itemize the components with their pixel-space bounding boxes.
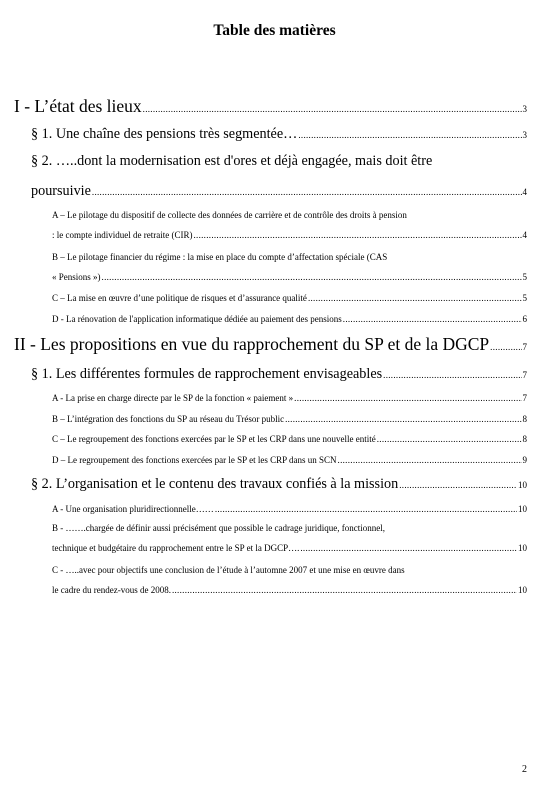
toc-page-number: 4 <box>522 187 527 197</box>
toc-leader-dots <box>490 334 521 355</box>
toc-leader-dots <box>338 455 522 465</box>
toc-entry-title: B – L’intégration des fonctions du SP au réseau du Trésor public <box>52 414 285 424</box>
toc-page-number: 8 <box>522 434 527 444</box>
toc-leader-dots <box>377 434 522 444</box>
toc-page-number: 7 <box>522 370 527 380</box>
toc-page-number: 6 <box>522 314 527 324</box>
toc-leader-dots <box>92 183 522 200</box>
toc-leader-dots <box>285 414 521 424</box>
toc-page-number: 10 <box>518 585 527 595</box>
toc-entry-title: D – Le regroupement des fonctions exercées par le SP et les CRP dans un SCN <box>52 455 337 465</box>
toc-entry-title: § 2. L’organisation et le contenu des travaux confiés à la mission <box>31 476 399 492</box>
toc-entry-title: le cadre du rendez-vous de 2008. <box>52 585 171 595</box>
toc-page-number: 10 <box>518 504 527 514</box>
toc-entry-title: B - …….chargée de définir aussi précisément que possible le cadrage juridique, fonctionnel, <box>52 523 385 533</box>
toc-page-number: 5 <box>522 272 527 282</box>
toc-entry-title: § 1. Les différentes formules de rapprochement envisageables <box>31 366 383 382</box>
toc-page-number: 8 <box>522 414 527 424</box>
toc-leader-dots <box>172 585 517 595</box>
toc-entry-title: A – Le pilotage du dispositif de collecte des données de carrière et de contrôle des droits à pension <box>52 210 407 220</box>
toc-leader-dots <box>294 393 521 403</box>
toc-entry-title: : le compte individuel de retraite (CIR) <box>52 230 193 240</box>
toc-page-number: 3 <box>522 104 527 114</box>
toc-entry-title: I - L’état des lieux <box>14 96 142 116</box>
toc-entry-title: D - La rénovation de l'application informatique dédiée au paiement des pensions <box>52 314 342 324</box>
toc-leader-dots <box>399 476 517 493</box>
toc-leader-dots <box>193 230 521 240</box>
page-number: 2 <box>522 764 527 775</box>
toc-entry-title: A - Une organisation pluridirectionnelle…… <box>52 504 214 514</box>
toc-page-number: 9 <box>522 455 527 465</box>
toc-page-number: 10 <box>518 480 527 490</box>
toc-page-number: 7 <box>522 393 527 403</box>
toc-entry-title: II - Les propositions en vue du rapprochement du SP et de la DGCP <box>14 334 490 354</box>
toc-leader-dots <box>343 314 522 324</box>
toc-leader-dots <box>215 504 517 514</box>
toc-entry-title: « Pensions ») <box>52 272 101 282</box>
document-title: Table des matières <box>213 22 336 39</box>
toc-page-number: 4 <box>522 230 527 240</box>
toc-entry-title: technique et budgétaire du rapprochement entre le SP et la DGCP…. <box>52 543 300 553</box>
toc-leader-dots <box>308 293 522 303</box>
toc-entry-title: poursuivie <box>31 183 91 199</box>
toc-leader-dots <box>102 272 522 282</box>
toc-leader-dots <box>300 543 517 553</box>
toc-entry-title: § 1. Une chaîne des pensions très segmentée… <box>31 126 298 142</box>
toc-leader-dots <box>143 96 522 117</box>
toc-entry-title: C – Le regroupement des fonctions exercées par le SP et les CRP dans une nouvelle entité <box>52 434 376 444</box>
toc-page-number: 3 <box>522 130 527 140</box>
toc-entry-title: C – La mise en œuvre d’une politique de risques et d’assurance qualité <box>52 293 307 303</box>
toc-page-number: 7 <box>522 342 527 352</box>
toc-leader-dots <box>383 366 521 383</box>
toc-entry-title: § 2. …..dont la modernisation est d'ores et déjà engagée, mais doit être <box>31 153 433 169</box>
toc-leader-dots <box>298 126 521 143</box>
toc-page-number: 5 <box>522 293 527 303</box>
toc-entry-title: B – Le pilotage financier du régime : la mise en place du compte d’affectation spéciale (CAS <box>52 252 388 262</box>
toc-entry-title: C - …..avec pour objectifs une conclusion de l’étude à l’automne 2007 et une mise en œuvre dans <box>52 565 405 575</box>
toc-page-number: 10 <box>518 543 527 553</box>
toc-entry-title: A - La prise en charge directe par le SP de la fonction « paiement » <box>52 393 294 403</box>
